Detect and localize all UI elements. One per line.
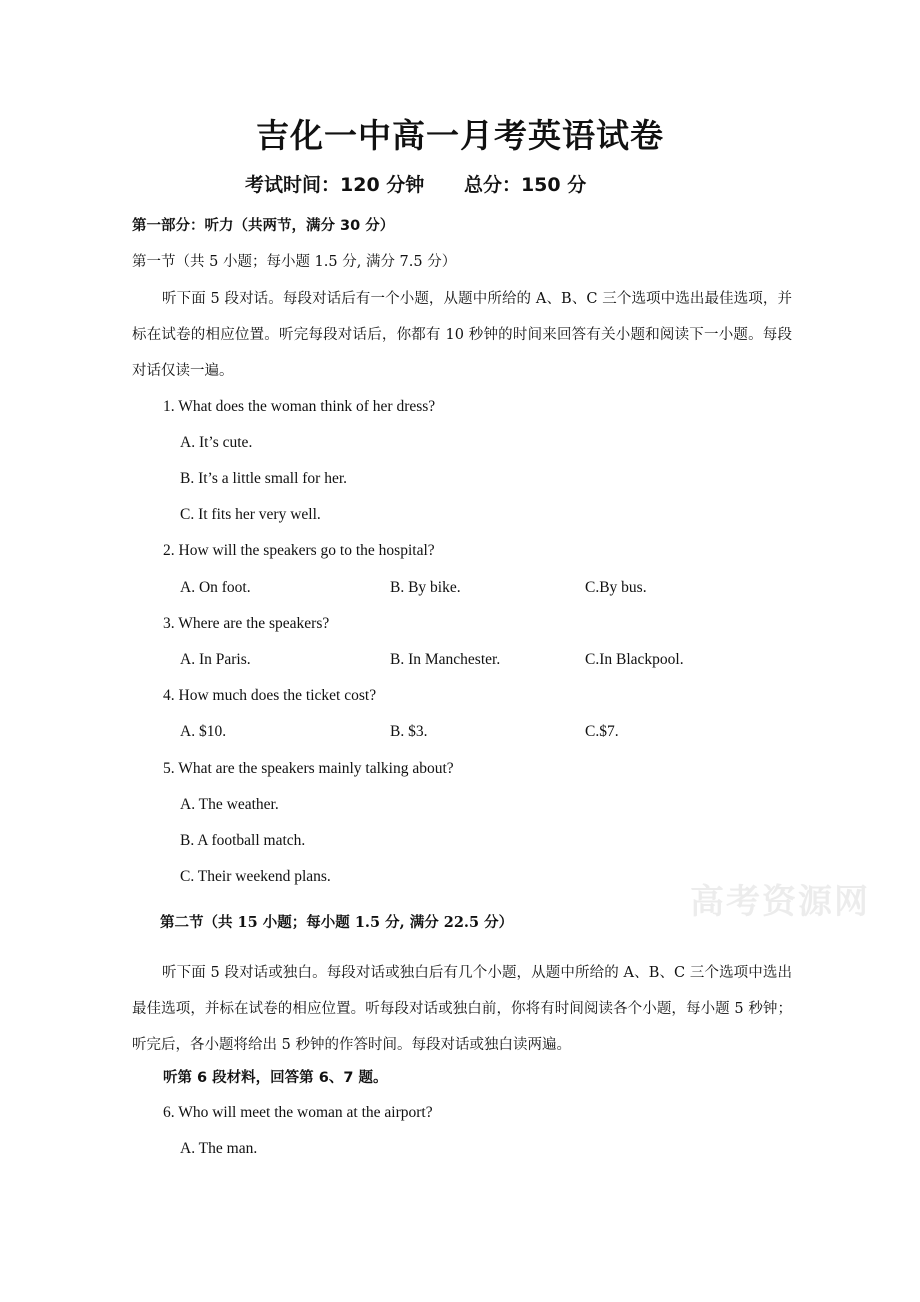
- option-a: A. On foot.: [180, 579, 251, 596]
- option-b: B. It’s a little small for her.: [180, 470, 348, 487]
- section2-heading-text: 第二节（共 15 小题；每小题 1.5 分, 满分 22.5 分）: [160, 914, 514, 931]
- question-stem: 1. What does the woman think of her dress?: [163, 398, 436, 415]
- question-stem: 6. Who will meet the woman at the airport?: [163, 1104, 433, 1121]
- section2-instructions: 听下面 5 段对话或独白。每段对话或独白后有几个小题，从题中所给的 A、B、C 三个选项中选出最佳选项，并标在试卷的相应位置。听每段对话或独白前，你将有时间阅读各个小题，每小题 5 秒钟；听完后，各小题将给出 5 秒钟的作答时间。每段对话或独白读两遍。: [132, 965, 792, 1053]
- section1-heading: 第一节（共 5 小题；每小题 1.5 分, 满分 7.5 分）: [132, 254, 457, 270]
- option-a: A. The man.: [180, 1140, 258, 1157]
- watermark: 高考资源网: [690, 882, 870, 922]
- option-b: B. A football match.: [180, 832, 306, 849]
- exam-title: 吉化一中高一月考英语试卷: [256, 116, 664, 155]
- option-b: B. By bike.: [390, 579, 461, 596]
- option-c: C.$7.: [585, 723, 619, 740]
- option-a: A. In Paris.: [180, 651, 251, 668]
- exam-info: 考试时间：120 分钟 总分：150 分: [245, 174, 587, 196]
- question-stem: 4. How much does the ticket cost?: [163, 687, 377, 704]
- option-a: A. It’s cute.: [180, 434, 253, 451]
- question-stem: 2. How will the speakers go to the hospital?: [163, 542, 435, 559]
- question-stem: 3. Where are the speakers?: [163, 615, 330, 632]
- section1-instructions: 听下面 5 段对话。每段对话后有一个小题，从题中所给的 A、B、C 三个选项中选出最佳选项，并标在试卷的相应位置。听完每段对话后，你都有 10 秒钟的时间来回答有关小题和阅读下一小题。每段对话仅读一遍。: [132, 291, 792, 379]
- section2-heading: [160, 911, 513, 935]
- question-stem: 5. What are the speakers mainly talking about?: [163, 760, 454, 777]
- option-c: C. Their weekend plans.: [180, 868, 331, 885]
- option-c: C.In Blackpool.: [585, 651, 684, 668]
- option-a: A. The weather.: [180, 796, 279, 813]
- part1-heading: 第一部分：听力（共两节，满分 30 分）: [132, 218, 395, 234]
- option-b: B. $3.: [390, 723, 428, 740]
- option-c: C. It fits her very well.: [180, 506, 321, 523]
- material-note: 听第 6 段材料，回答第 6、7 题。: [163, 1070, 388, 1086]
- option-b: B. In Manchester.: [390, 651, 501, 668]
- option-c: C.By bus.: [585, 579, 647, 596]
- option-a: A. $10.: [180, 723, 227, 740]
